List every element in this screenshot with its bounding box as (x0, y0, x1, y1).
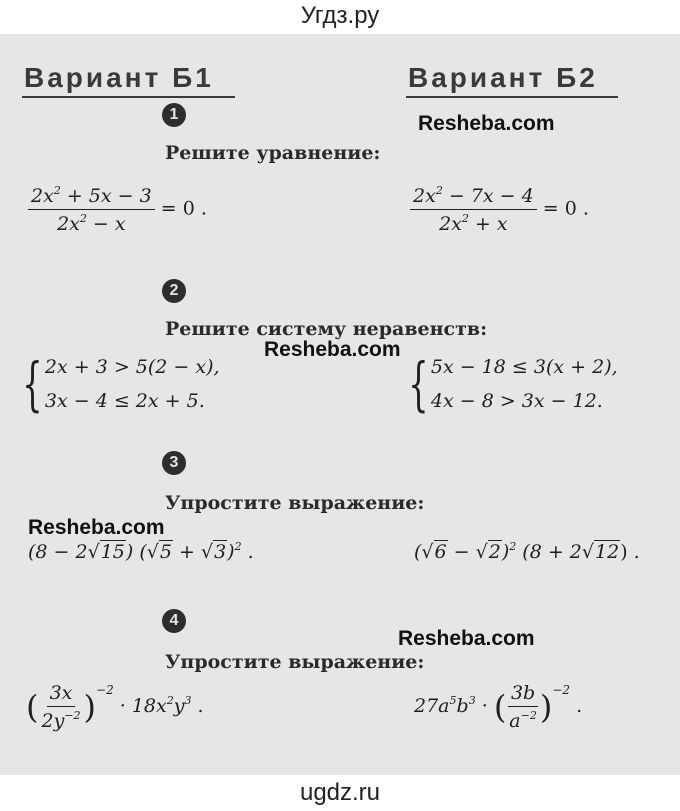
system-brace-left: { (22, 350, 43, 418)
task-4-instruction: Упростите выражение: (165, 651, 425, 673)
task-3-variant-2-expression: $(√6 - √2)^2$ (8 + 2√12) . (414, 540, 640, 563)
task-1-v2-numerator: $2x^2 - 7x - 4$ (410, 184, 537, 210)
task-3-number-badge: 3 (162, 451, 186, 475)
task-1-variant-1-equation: $\frac{2x^2 + 5x - 3}{2x^2 - x}$ = 0 . (28, 184, 207, 235)
site-header[interactable]: Угдз.ру (0, 0, 680, 34)
task-2-variant-2-system (406, 350, 618, 418)
task-2-number-badge: 2 (162, 279, 186, 303)
task-1-instruction: Решите уравнение: (165, 142, 381, 164)
task-1-v1-fraction (28, 184, 155, 235)
task-1-v2-fraction (410, 184, 537, 235)
task-1-v2-denominator: $2x^2 + x$ (439, 212, 508, 235)
textbook-page (0, 34, 680, 775)
task-2-variant-1-system (20, 350, 220, 418)
task-2-v2-line-2: 4x − 8 > 3x − 12. (430, 390, 603, 412)
variant-1-heading: Вариант Б1 (24, 62, 214, 93)
task-2-v1-line-2: 3x − 4 ≤ 2x + 5. (44, 390, 205, 412)
task-4-variant-2-expression: $27a^5b^3$ · ( $\frac{3b}{a^{-2}}$ )$^{-2}$ . (414, 682, 583, 732)
variant-2-heading: Вариант Б2 (408, 62, 598, 93)
task-1-variant-2-equation: $\frac{2x^2 - 7x - 4}{2x^2 + x}$ = 0 . (410, 184, 589, 235)
task-4-v1-fraction: $\frac{3x}{2y^{-2}}$ (41, 682, 81, 732)
task-4-number-badge: 4 (162, 609, 186, 633)
system-brace-right: { (408, 350, 429, 418)
watermark-2: Resheba.com (264, 338, 401, 361)
task-4-v2-fraction: $\frac{3b}{a^{-2}}$ (509, 682, 537, 732)
task-1-v1-denominator: $2x^2 - x$ (57, 212, 126, 235)
task-2-v1-line-1: 2x + 3 > 5(2 − x), (44, 356, 220, 378)
task-3-instruction: Упростите выражение: (165, 492, 425, 514)
watermark-1: Resheba.com (418, 112, 555, 135)
task-2-instruction: Решите систему неравенств: (165, 318, 488, 340)
variant-2-underline (406, 96, 618, 98)
task-3-variant-1-expression: (8 − 2√15) $(√5 + √3)^2$ . (28, 540, 254, 563)
site-footer[interactable]: ugdz.ru (0, 775, 680, 811)
variant-1-underline (22, 96, 235, 98)
watermark-4: Resheba.com (398, 627, 535, 650)
watermark-3: Resheba.com (28, 516, 165, 539)
task-2-v2-line-1: 5x − 18 ≤ 3(x + 2), (430, 356, 618, 378)
task-1-v1-numerator: $2x^2 + 5x - 3$ (28, 184, 155, 210)
task-4-variant-1-expression: ( $\frac{3x}{2y^{-2}}$ )$^{-2} \cdot 18x^2y^3$ . (26, 682, 204, 732)
task-1-number-badge: 1 (162, 103, 186, 127)
